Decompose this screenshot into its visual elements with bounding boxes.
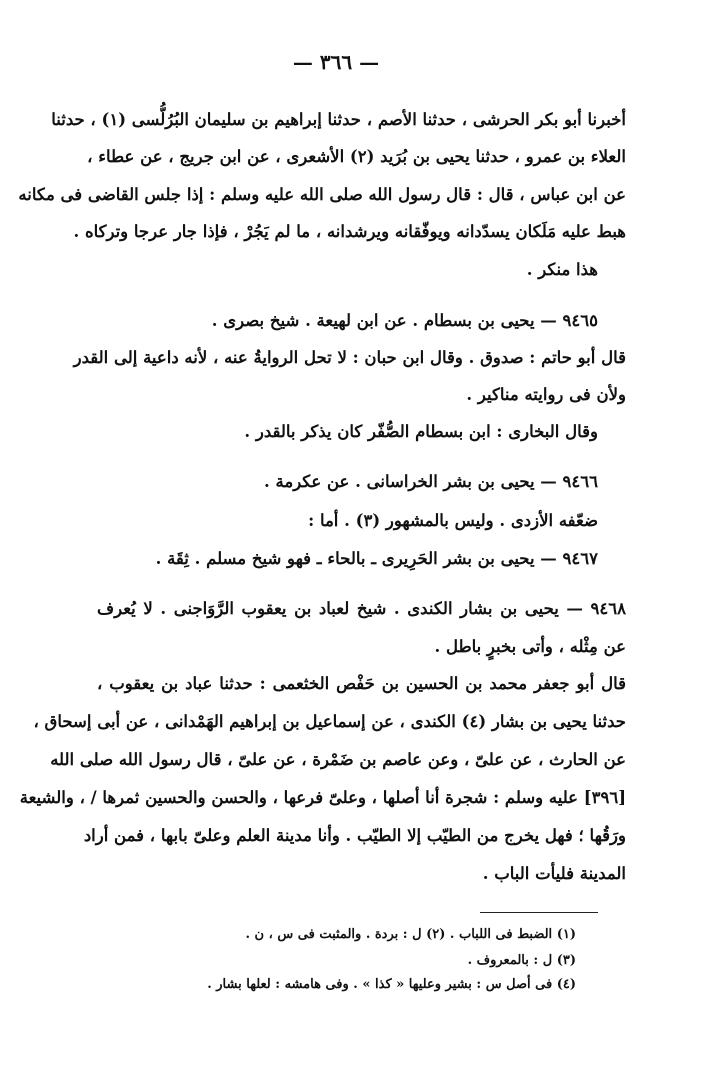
footnote-divider	[480, 912, 598, 913]
text-line: عن مِثْله ، وأتى بخبرٍ باطل .	[434, 637, 626, 656]
text-line: ولأن فى روايته مناكير .	[466, 385, 626, 404]
entry-9468: ٩٤٦٨ — يحيى بن بشار الكندى . شيخ لعباد بن يعقوب الرَّوَاجنى . لا يُعرف	[97, 599, 626, 618]
text-line: وقال البخارى : ابن بسطام الصُّفّر كان يذكر بالقدر .	[244, 422, 598, 441]
text-line: [٣٩٦] عليه وسلم : شجرة أنا أصلها ، وعلىّ فرعها ، والحسن والحسين ثمرها / ، والشيعة	[19, 788, 626, 807]
text-line: عن ابن عباس ، قال : قال رسول الله صلى الله عليه وسلم : إذا جلس القاضى فى مكانه	[18, 185, 626, 204]
footnote: (١) الضبط فى اللباب . (٢) ل : بردة . والمثبت فى س ، ن .	[245, 927, 576, 942]
footnote: (٣) ل : بالمعروف .	[467, 953, 576, 968]
text-line: هبط عليه مَلَكان يسدّدانه ويوفّقانه ويرشدانه ، ما لم يَجُرْ ، فإذا جار عرجا وتركاه .	[73, 222, 626, 241]
text-line: قال أبو جعفر محمد بن الحسين بن حَفْص الخثعمى : حدثنا عباد بن يعقوب ،	[97, 674, 626, 693]
text-line: المدينة فليأت الباب .	[482, 864, 626, 883]
text-line: العلاء بن عمرو ، حدثنا يحيى بن بُرَيد (٢) الأشعرى ، عن ابن جريج ، عن عطاء ،	[87, 147, 626, 166]
page-number: — ٣٦٦ —	[292, 50, 380, 74]
text-line: ضعّفه الأزدى . وليس بالمشهور (٣) . أما :	[308, 511, 598, 530]
text-line: قال أبو حاتم : صدوق . وقال ابن حبان : لا تحل الروايةُ عنه ، لأنه داعية إلى القدر	[73, 348, 626, 367]
entry-9465: ٩٤٦٥ — يحيى بن بسطام . عن ابن لهيعة . شيخ بصرى .	[211, 311, 598, 330]
entry-9466: ٩٤٦٦ — يحيى بن بشر الخراسانى . عن عكرمة .	[264, 472, 598, 491]
footnote: (٤) فى أصل س : بشير وعليها « كذا » . وفى هامشه : لعلها بشار .	[207, 977, 576, 992]
text-line: عن الحارث ، عن علىّ ، وعن عاصم بن ضَمْرة ، عن علىّ ، قال رسول الله صلى الله	[50, 750, 626, 769]
entry-9467: ٩٤٦٧ — يحيى بن بشر الحَرِيرى ـ بالحاء ـ فهو شيخ مسلم . ثِقَة .	[155, 549, 598, 568]
text-line: أخبرنا أبو بكر الحرشى ، حدثنا الأصم ، حدثنا إبراهيم بن سليمان البُرُلُّسى (١) ، حدثنا	[51, 110, 626, 129]
text-line: ورَقُها ؛ فهل يخرج من الطيّب إلا الطيّب . وأنا مدينة العلم وعلىّ بابها ، فمن أراد	[83, 826, 626, 845]
text-line: هذا منكر .	[526, 260, 598, 279]
text-line: حدثنا يحيى بن بشار (٤) الكندى ، عن إسماعيل بن إبراهيم الهَمْدانى ، عن أبى إسحاق ،	[33, 712, 626, 731]
